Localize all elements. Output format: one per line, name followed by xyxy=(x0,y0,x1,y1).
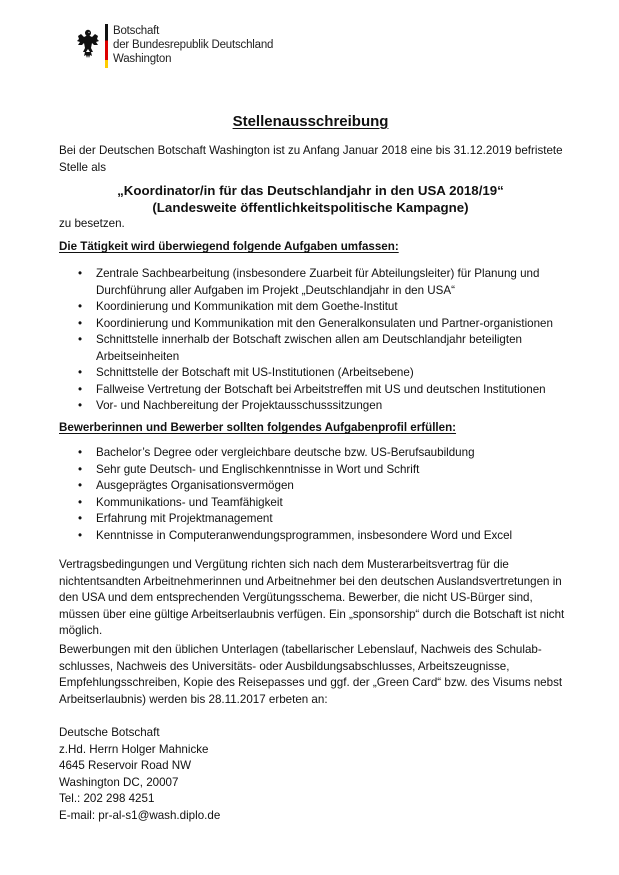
tasks-heading: Die Tätigkeit wird überwiegend folgende Aufgaben umfassen: xyxy=(59,240,399,253)
bullet-icon: • xyxy=(78,462,83,476)
address-phone: Tel.: 202 298 4251 xyxy=(59,792,155,805)
email-label: E-mail: xyxy=(59,808,99,822)
org-line-3: Washington xyxy=(113,53,172,65)
profile-heading: Bewerberinnen und Bewerber sollten folgendes Aufgabenprofil erfüllen: xyxy=(59,421,457,434)
list-item-text: Kommunikations- und Teamfähigkeit xyxy=(96,495,283,509)
address-organization: Deutsche Botschaft xyxy=(59,726,160,739)
list-item-text: Schnittstelle der Botschaft mit US-Institutionen (Arbeitsebene) xyxy=(96,366,414,379)
position-title-line-1: „Koordinator/in für das Deutschlandjahr in den USA 2018/19“ xyxy=(117,183,504,198)
intro-text: Bei der Deutschen Botschaft Washington ist zu Anfang Januar 2018 eine bis 31.12.2019 befristete Stelle als xyxy=(59,144,563,174)
federal-eagle-icon xyxy=(76,28,100,60)
list-item-text: Vor- und Nachbereitung der Projektausschusssitzungen xyxy=(96,399,383,412)
list-item-text: Ausgeprägtes Organisationsvermögen xyxy=(96,479,294,492)
document-title: Stellenausschreibung xyxy=(232,113,389,130)
list-item xyxy=(59,528,559,545)
list-item xyxy=(59,445,559,462)
list-item xyxy=(59,299,559,316)
position-title-line-2: (Landesweite öffentlichkeitspolitische Kampagne) xyxy=(152,200,469,215)
list-item xyxy=(59,365,559,382)
list-item-text: Bachelor’s Degree oder vergleichbare deutsche bzw. US-Berufsaubildung xyxy=(96,446,475,459)
list-item-text: Erfahrung mit Projektmanagement xyxy=(96,512,273,525)
address-attention: z.Hd. Herrn Holger Mahnicke xyxy=(59,742,209,756)
bullet-icon: • xyxy=(78,366,83,379)
list-item-text: Schnittstelle innerhalb der Botschaft zwischen allen am Deutschlandjahr beteiligten Arbeitseinheiten xyxy=(96,333,522,363)
list-item xyxy=(59,511,559,528)
org-line-2: der Bundesrepublik Deutschland xyxy=(113,39,274,51)
bullet-icon: • xyxy=(78,446,83,459)
profile-list xyxy=(59,445,559,544)
list-item xyxy=(59,266,559,299)
list-item-text: Sehr gute Deutsch- und Englischkenntnisse in Wort und Schrift xyxy=(96,462,420,476)
bullet-icon: • xyxy=(78,316,83,330)
bullet-icon: • xyxy=(78,495,83,509)
organization-name xyxy=(113,24,273,66)
list-item xyxy=(59,398,559,415)
address-street: 4645 Reservoir Road NW xyxy=(59,759,192,772)
list-item-text: Koordinierung und Kommunikation mit den Generalkonsulaten und Partner-organistionen xyxy=(96,316,553,330)
flag-bar xyxy=(105,24,108,68)
org-line-1: Botschaft xyxy=(113,25,160,37)
list-item xyxy=(59,332,559,365)
contract-paragraph: Vertragsbedingungen und Vergütung richten sich nach dem Musterarbeitsvertrag für die nichtentsandten Arbeitnehmerinnen und Arbeitnehmer bei den deutschen Auslandsvertretungen in den USA und dem entsprechenden Vergütungsschema. Bewerber, die nicht US-Bürger sind, müssen über eine gültige Arbeitserlaubnis verfügen. Ein „sponsorship“ durch die Botschaft ist nicht möglich. xyxy=(59,558,565,637)
bullet-icon: • xyxy=(78,512,83,525)
bullet-icon: • xyxy=(78,399,83,412)
list-item xyxy=(59,382,559,399)
address-city: Washington DC, 20007 xyxy=(59,775,179,789)
position-title xyxy=(59,182,562,216)
address-email-line xyxy=(59,808,220,825)
bullet-icon: • xyxy=(78,479,83,492)
bullet-icon: • xyxy=(78,300,83,313)
bullet-icon: • xyxy=(78,333,83,346)
list-item xyxy=(59,495,559,512)
list-item-text: Kenntnisse in Computeranwendungsprogrammen, insbesondere Word und Excel xyxy=(96,528,513,542)
bullet-icon: • xyxy=(78,267,83,280)
tasks-list xyxy=(59,266,559,415)
list-item xyxy=(59,462,559,479)
zu-besetzen-text: zu besetzen. xyxy=(59,217,125,230)
email-link[interactable]: pr-al-s1@wash.diplo.de xyxy=(98,808,221,822)
list-item xyxy=(59,316,559,333)
list-item xyxy=(59,478,559,495)
letterhead xyxy=(76,24,273,68)
list-item-text: Fallweise Vertretung der Botschaft bei Arbeitstreffen mit US und deutschen Institutionen xyxy=(96,382,546,396)
list-item-text: Zentrale Sachbearbeitung (insbesondere Zuarbeit für Abteilungsleiter) für Planung und Durchführung aller Aufgaben im Projekt „Deutschlandjahr in den USA“ xyxy=(96,267,540,297)
bullet-icon: • xyxy=(78,528,83,542)
contact-address xyxy=(59,725,220,824)
list-item-text: Koordinierung und Kommunikation mit dem Goethe-Institut xyxy=(96,300,398,313)
bullet-icon: • xyxy=(78,382,83,396)
application-paragraph: Bewerbungen mit den üblichen Unterlagen (tabellarischer Lebenslauf, Nachweis des Schulab-schlusses, Nachweis des Universitäts- oder Ausbildungsabschlusses, Arbeitszeugnisse, Empfehlungsschreiben, Kopie des Reisepasses und ggf. der „Green Card“ bzw. des Visums nebst Arbeitserlaubnis) werden bis 28.11.2017 erbeten an: xyxy=(59,643,563,706)
